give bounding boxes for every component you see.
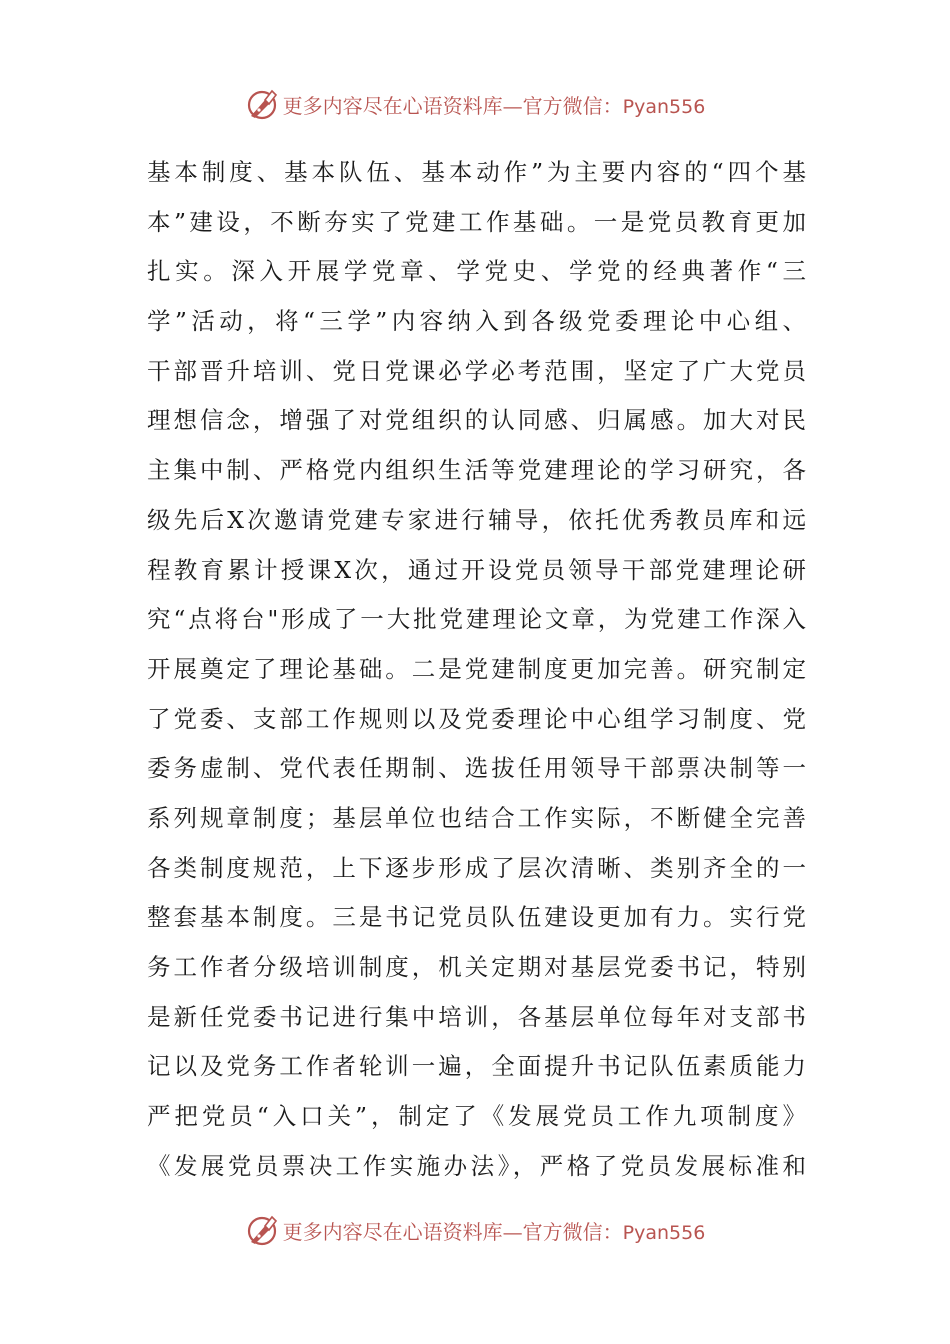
banner-wechat-id: Pyan556: [622, 1221, 706, 1244]
text-line: 记以及党务工作者轮训一遍，全面提升书记队伍素质能力: [147, 1052, 807, 1081]
banner-wechat-label: 官方微信：: [522, 1219, 623, 1244]
text-line: 整套基本制度。三是书记党员队伍建设更加有力。实行党: [147, 903, 807, 932]
banner-wechat-label: 官方微信：: [522, 93, 623, 118]
text-line: 委务虚制、党代表任期制、选拔任用领导干部票决制等一: [147, 754, 807, 783]
text-line: 程教育累计授课X次，通过开设党员领导干部党建理论研: [147, 555, 807, 584]
banner-title: 更多内容尽在心语资料库: [282, 1219, 503, 1244]
text-line: 了党委、支部工作规则以及党委理论中心组学习制度、党: [147, 704, 807, 733]
banner-dash: —: [502, 93, 523, 118]
text-line: 各类制度规范，上下逐步形成了层次清晰、类别齐全的一: [147, 853, 807, 882]
text-line: 究“点将台"形成了一大批党建理论文章，为党建工作深入: [147, 605, 807, 634]
footer-banner: [0, 1210, 950, 1250]
text-line: 理想信念，增强了对党组织的认同感、归属感。加大对民: [147, 406, 807, 435]
text-line: 级先后X次邀请党建专家进行辅导，依托优秀教员库和远: [147, 505, 807, 534]
banner-wechat-id: Pyan556: [622, 95, 706, 118]
banner-dash: —: [502, 1219, 523, 1244]
header-banner: [0, 84, 950, 124]
text-line: 主集中制、严格党内组织生活等党建理论的学习研究，各: [147, 456, 807, 485]
pen-nib-logo-icon: [245, 1212, 281, 1248]
text-line: 基本制度、基本队伍、基本动作”为主要内容的“四个基: [147, 158, 807, 186]
text-line: 干部晋升培训、党日党课必学必考范围，坚定了广大党员: [147, 356, 807, 385]
text-line: 学”活动，将“三学”内容纳入到各级党委理论中心组、: [147, 307, 807, 336]
body-text: [147, 148, 807, 1191]
pen-nib-logo-icon: [245, 86, 281, 122]
text-line: 开展奠定了理论基础。二是党建制度更加完善。研究制定: [147, 654, 807, 683]
text-line: 《发展党员票决工作实施办法》，严格了党员发展标准和: [147, 1151, 807, 1180]
text-line: 本”建设，不断夯实了党建工作基础。一是党员教育更加: [147, 207, 807, 236]
banner-title: 更多内容尽在心语资料库: [282, 93, 503, 118]
text-line: 系列规章制度；基层单位也结合工作实际，不断健全完善: [147, 803, 807, 832]
text-line: 严把党员“入口关”，制定了《发展党员工作九项制度》: [147, 1102, 807, 1131]
text-line: 扎实。深入开展学党章、学党史、学党的经典著作“三: [147, 257, 807, 286]
text-line: 务工作者分级培训制度，机关定期对基层党委书记，特别: [147, 953, 807, 981]
text-line: 是新任党委书记进行集中培训，各基层单位每年对支部书: [147, 1002, 807, 1031]
